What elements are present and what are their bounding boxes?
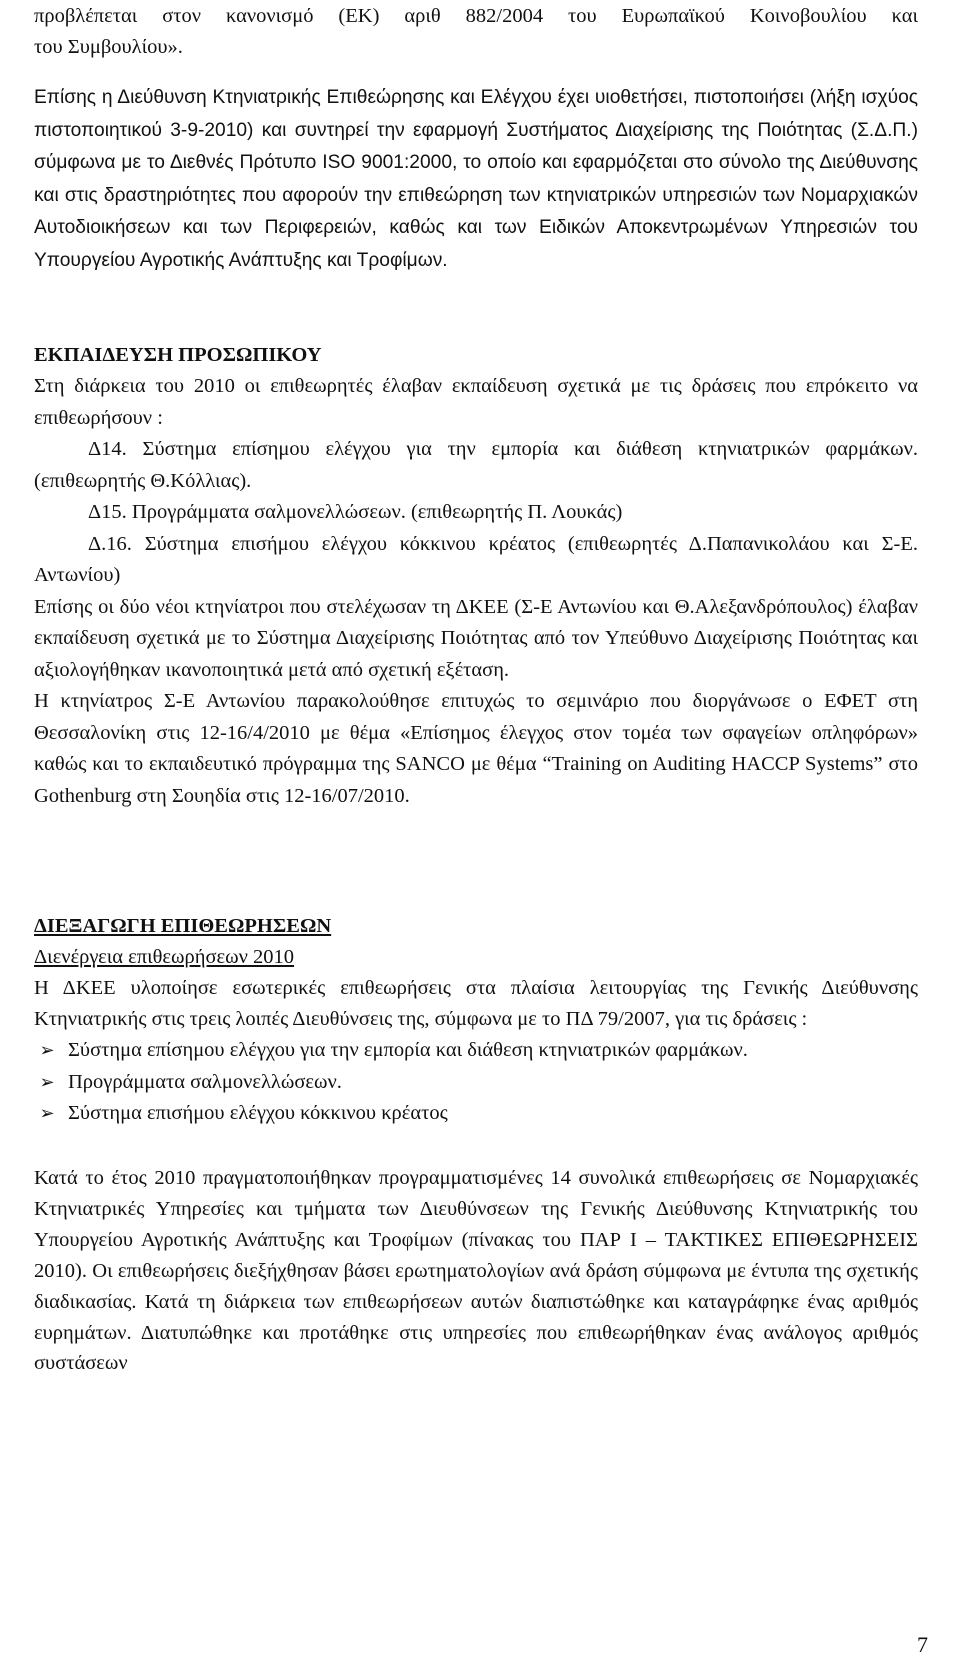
inspections-subheading: Διενέργεια επιθεωρήσεων 2010	[34, 946, 295, 968]
training-heading: ΕΚΠΑΙΔΕΥΣΗ ΠΡΟΣΩΠΙΚΟΥ	[34, 344, 322, 366]
inspections-bullet-item-1	[34, 1035, 918, 1066]
inspections-bullet-item-2	[34, 1067, 918, 1098]
intro-line-1: προβλέπεται στον κανονισμό (ΕΚ) αριθ 882/2004 του Ευρωπαϊκού Κοινοβουλίου και	[34, 5, 918, 27]
quality-system-paragraph: Επίσης η Διεύθυνση Κτηνιατρικής Επιθεώρησης και Ελέγχου έχει υιοθετήσει, πιστοποιήσει (λήξη ισχύος πιστοποιητικού 3-9-2010) και συντηρεί την εφαρμογή Συστήματος Διαχείρισης της Ποιότητας (Σ.Δ.Π.) σύμφωνα με το Διεθνές Πρότυπο ISO 9001:2000, το οποίο και εφαρμόζεται στο σύνολο της Διεύθυνσης και στις δραστηριότητες που αφορούν την επιθεώρηση των κτηνιατρικών υπηρεσιών των Νομαρχιακών Αυτοδιοικήσεων και των Περιφερειών, καθώς και των Ειδικών Αποκεντρωμένων Υπηρεσιών του Υπουργείου Αγροτικής Ανάπτυξης και Τροφίμων.	[34, 87, 918, 271]
arrowhead-bullet-icon: ➢	[39, 1040, 55, 1062]
training-items-list	[34, 434, 918, 592]
training-paragraph-3: Η κτηνίατρος Σ-Ε Αντωνίου παρακολούθησε επιτυχώς το σεμινάριο που διοργάνωσε ο ΕΦΕΤ στη Θεσσαλονίκη στις 12-16/4/2010 με θέμα «Επίσημος έλεγχος στον τομέα των σφαγείων οπληφόρων» καθώς και το εκπαιδευτικό πρόγραμμα της SANCO με θέμα “Training on Auditing HACCP Systems” στο Gothenburg στη Σουηδία στις 12-16/07/2010.	[34, 690, 918, 807]
training-item-2: Δ15. Προγράμματα σαλμονελλώσεων. (επιθεωρητής Π. Λουκάς)	[88, 501, 623, 523]
section-spacer	[34, 1129, 918, 1163]
inspections-bullet-list	[34, 1035, 918, 1129]
intro-block	[34, 1, 918, 62]
training-intro: Στη διάρκεια του 2010 οι επιθεωρητές έλαβαν εκπαίδευση σχετικά με τις δράσεις που επρόκειτο να επιθεωρήσουν :	[34, 375, 918, 429]
arrowhead-bullet-icon: ➢	[39, 1071, 55, 1093]
training-section	[34, 340, 918, 812]
intro-line-2: του Συμβουλίου».	[34, 35, 183, 58]
inspections-bullet-text-2: Προγράμματα σαλμονελλώσεων.	[68, 1070, 342, 1093]
training-paragraph-2: Επίσης οι δύο νέοι κτηνίατροι που στελέχωσαν τη ΔΚΕΕ (Σ-Ε Αντωνίου και Θ.Αλεξανδρόπουλος) έλαβαν εκπαίδευση σχετικά με το Σύστημα Διαχείρισης Ποιότητας από τον Υπεύθυνο Διαχείρισης Ποιότητας και αξιολογήθηκαν ικανοποιητικά μετά από σχετική εξέταση.	[34, 595, 918, 681]
inspections-bullet-item-3	[34, 1098, 918, 1129]
page-number: 7	[917, 1632, 928, 1657]
arrowhead-bullet-icon: ➢	[39, 1102, 55, 1124]
inspections-paragraph-2: Κατά το έτος 2010 πραγματοποιήθηκαν προγραμματισμένες 14 συνολικά επιθεωρήσεις σε Νομαρχιακές Κτηνιατρικές Υπηρεσίες και τμήματα των Διευθύνσεων της Γενικής Διεύθυνσης Κτηνιατρικής του Υπουργείου Αγροτικής Ανάπτυξης και Τροφίμων (πίνακας του ΠΑΡ Ι – ΤΑΚΤΙΚΕΣ ΕΠΙΘΕΩΡΗΣΕΙΣ 2010). Οι επιθεωρήσεις διεξήχθησαν βάσει ερωτηματολογίων ανά δράση σύμφωνα με έντυπα της σχετικής διαδικασίας. Κατά τη διάρκεια των επιθεωρήσεων αυτών διαπιστώθηκε και καταγράφηκε ένας αριθμός ευρημάτων. Διατυπώθηκε και προτάθηκε στις υπηρεσίες που επιθεωρήθηκαν ένας ανάλογος αριθμός συστάσεων	[34, 1167, 918, 1375]
inspections-bullet-text-1: Σύστημα επίσημου ελέγχου για την εμπορία και διάθεση κτηνιατρικών φαρμάκων.	[68, 1039, 748, 1062]
quality-system-paragraph-block	[34, 82, 918, 278]
inspections-section	[34, 911, 918, 1379]
training-item-3: Δ.16. Σύστημα επισήμου ελέγχου κόκκινου κρέατος (επιθεωρητές Δ.Παπανικολάου και Σ-Ε. Αντωνίου)	[34, 532, 918, 586]
inspections-intro: Η ΔΚΕΕ υλοποίησε εσωτερικές επιθεωρήσεις στα πλαίσια λειτουργίας της Γενικής Διεύθυνσης Κτηνιατρικής στις τρεις λοιπές Διευθύνσεις της, σύμφωνα με το ΠΔ 79/2007, για τις δράσεις :	[34, 977, 918, 1031]
inspections-heading: ΔΙΕΞΑΓΩΓΗ ΕΠΙΘΕΩΡΗΣΕΩΝ	[34, 915, 332, 937]
inspections-bullet-text-3: Σύστημα επισήμου ελέγχου κόκκινου κρέατος	[68, 1101, 448, 1124]
training-item-1: Δ14. Σύστημα επίσημου ελέγχου για την εμπορία και διάθεση κτηνιατρικών φαρμάκων. (επιθεωρητής Θ.Κόλλιας).	[34, 438, 918, 492]
